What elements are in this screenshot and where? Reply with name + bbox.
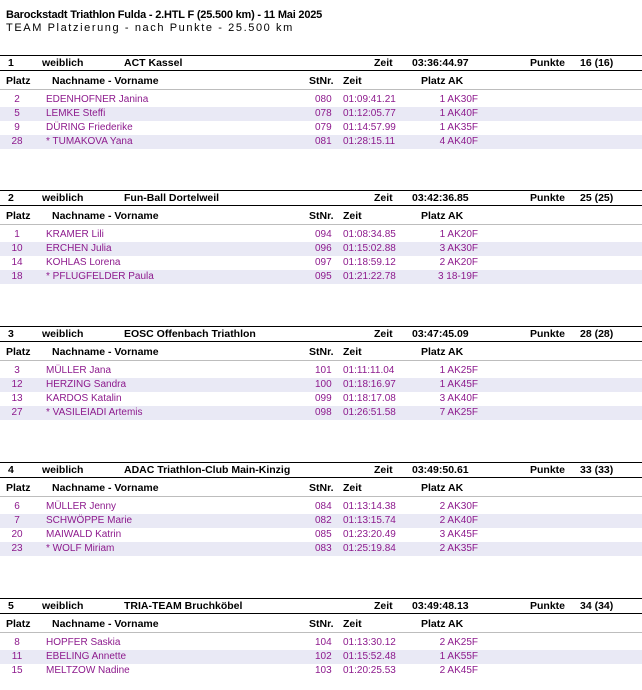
page-subtitle: TEAM Platzierung - nach Punkte - 25.500 km <box>6 22 294 34</box>
team-time: 03:49:48.13 <box>412 600 469 612</box>
team-gender: weiblich <box>42 464 84 476</box>
athlete-name: HERZING Sandra <box>46 379 127 390</box>
table-row <box>0 364 642 378</box>
athlete-name: HOPFER Saskia <box>46 637 121 648</box>
athlete-time: 01:18:59.12 <box>343 257 396 268</box>
team-time-label: Zeit <box>374 600 393 612</box>
team-rank: 4 <box>8 464 14 476</box>
col-zeit: Zeit <box>343 210 362 222</box>
athlete-stnr: 097 <box>315 257 332 268</box>
team-block <box>0 55 642 149</box>
table-row <box>0 121 642 135</box>
table-row <box>0 664 642 678</box>
athlete-ak: 2 AK35F <box>439 543 478 554</box>
athlete-time: 01:18:17.08 <box>343 393 396 404</box>
athlete-time: 01:13:15.74 <box>343 515 396 526</box>
team-time: 03:49:50.61 <box>412 464 469 476</box>
team-gender: weiblich <box>42 328 84 340</box>
athlete-ak: 1 AK55F <box>439 651 478 662</box>
athlete-name: * PFLUGFELDER Paula <box>46 271 154 282</box>
athlete-rank: 20 <box>11 529 23 540</box>
athlete-name: MÜLLER Jenny <box>46 501 117 512</box>
team-points: 25 (25) <box>580 192 614 204</box>
column-header <box>0 75 642 90</box>
athlete-time: 01:09:41.21 <box>343 94 396 105</box>
col-name: Nachname - Vorname <box>52 75 159 87</box>
team-header <box>0 326 642 342</box>
athlete-time: 01:15:02.88 <box>343 243 396 254</box>
col-platz: Platz <box>6 346 31 358</box>
athlete-time: 01:25:19.84 <box>343 543 396 554</box>
col-platz: Platz <box>6 210 31 222</box>
athlete-stnr: 095 <box>315 271 332 282</box>
athlete-stnr: 079 <box>315 122 332 133</box>
team-points-label: Punkte <box>530 57 566 69</box>
team-gender: weiblich <box>42 600 84 612</box>
team-block <box>0 462 642 556</box>
athlete-ak: 1 AK35F <box>439 122 478 133</box>
team-points: 33 (33) <box>580 464 614 476</box>
athlete-name: KARDOS Katalin <box>46 393 122 404</box>
col-name: Nachname - Vorname <box>52 210 159 222</box>
athlete-rank: 13 <box>11 393 23 404</box>
athlete-time: 01:13:30.12 <box>343 637 396 648</box>
athlete-time: 01:18:16.97 <box>343 379 396 390</box>
athlete-name: EBELING Annette <box>46 651 127 662</box>
athlete-stnr: 082 <box>315 515 332 526</box>
athlete-rank: 10 <box>11 243 23 254</box>
athlete-stnr: 096 <box>315 243 332 254</box>
team-header <box>0 190 642 206</box>
team-rank: 1 <box>8 57 14 69</box>
athlete-time: 01:15:52.48 <box>343 651 396 662</box>
athlete-stnr: 084 <box>315 501 332 512</box>
athlete-name: EDENHOFNER Janina <box>46 94 149 105</box>
athlete-ak: 2 AK40F <box>439 515 478 526</box>
team-time-label: Zeit <box>374 192 393 204</box>
table-row <box>0 406 642 420</box>
athlete-time: 01:28:15.11 <box>343 136 396 147</box>
athlete-name: LEMKE Steffi <box>46 108 106 119</box>
athlete-ak: 1 AK20F <box>439 229 478 240</box>
col-stnr: StNr. <box>309 210 334 222</box>
col-name: Nachname - Vorname <box>52 346 159 358</box>
team-name: Fun-Ball Dortelweil <box>124 192 220 204</box>
athlete-name: KRAMER Lili <box>46 229 104 240</box>
col-platz-ak: Platz AK <box>421 346 464 358</box>
team-time-label: Zeit <box>374 57 393 69</box>
athlete-stnr: 083 <box>315 543 332 554</box>
athlete-ak: 7 AK25F <box>439 407 478 418</box>
athlete-stnr: 081 <box>315 136 332 147</box>
athlete-name: * TUMAKOVA Yana <box>46 136 133 147</box>
athlete-name: ERCHEN Julia <box>46 243 112 254</box>
athlete-ak: 2 AK20F <box>439 257 478 268</box>
athlete-ak: 1 AK25F <box>439 365 478 376</box>
team-rank: 3 <box>8 328 14 340</box>
athlete-rank: 15 <box>11 665 23 676</box>
athlete-rank: 5 <box>14 108 20 119</box>
athlete-time: 01:21:22.78 <box>343 271 396 282</box>
team-points: 16 (16) <box>580 57 614 69</box>
col-platz-ak: Platz AK <box>421 482 464 494</box>
table-row <box>0 528 642 542</box>
table-row <box>0 135 642 149</box>
athlete-ak: 2 AK45F <box>439 665 478 676</box>
col-platz: Platz <box>6 618 31 630</box>
team-time-label: Zeit <box>374 464 393 476</box>
athlete-name: * WOLF Miriam <box>46 543 115 554</box>
team-name: TRIA-TEAM Bruchköbel <box>124 600 243 612</box>
col-name: Nachname - Vorname <box>52 482 159 494</box>
athlete-stnr: 080 <box>315 94 332 105</box>
athlete-rank: 1 <box>14 229 20 240</box>
athlete-stnr: 103 <box>315 665 332 676</box>
team-rank: 2 <box>8 192 14 204</box>
athlete-ak: 4 AK40F <box>439 136 478 147</box>
table-row <box>0 636 642 650</box>
team-time: 03:36:44.97 <box>412 57 469 69</box>
athlete-time: 01:20:25.53 <box>343 665 396 676</box>
team-gender: weiblich <box>42 57 84 69</box>
athlete-ak: 3 AK30F <box>439 243 478 254</box>
team-block <box>0 190 642 284</box>
athlete-stnr: 099 <box>315 393 332 404</box>
team-points-label: Punkte <box>530 192 566 204</box>
athlete-time: 01:26:51.58 <box>343 407 396 418</box>
table-row <box>0 242 642 256</box>
athlete-stnr: 094 <box>315 229 332 240</box>
team-name: EOSC Offenbach Triathlon <box>124 328 256 340</box>
col-zeit: Zeit <box>343 618 362 630</box>
table-row <box>0 514 642 528</box>
athlete-name: MAIWALD Katrin <box>46 529 122 540</box>
team-time: 03:42:36.85 <box>412 192 469 204</box>
team-points: 34 (34) <box>580 600 614 612</box>
col-stnr: StNr. <box>309 482 334 494</box>
athlete-time: 01:13:14.38 <box>343 501 396 512</box>
athlete-rank: 6 <box>14 501 20 512</box>
table-row <box>0 378 642 392</box>
table-row <box>0 392 642 406</box>
team-name: ACT Kassel <box>124 57 183 69</box>
col-stnr: StNr. <box>309 75 334 87</box>
athlete-rank: 8 <box>14 637 20 648</box>
athlete-name: KOHLAS Lorena <box>46 257 121 268</box>
athlete-time: 01:12:05.77 <box>343 108 396 119</box>
athlete-ak: 3 18-19F <box>437 271 478 282</box>
athlete-stnr: 102 <box>315 651 332 662</box>
athlete-rank: 14 <box>11 257 23 268</box>
athlete-stnr: 098 <box>315 407 332 418</box>
col-platz-ak: Platz AK <box>421 75 464 87</box>
table-row <box>0 500 642 514</box>
team-name: ADAC Triathlon-Club Main-Kinzig <box>124 464 291 476</box>
team-header <box>0 462 642 478</box>
athlete-ak: 2 AK25F <box>439 637 478 648</box>
col-stnr: StNr. <box>309 618 334 630</box>
team-points: 28 (28) <box>580 328 614 340</box>
team-points-label: Punkte <box>530 600 566 612</box>
athlete-rank: 9 <box>14 122 20 133</box>
athlete-time: 01:23:20.49 <box>343 529 396 540</box>
athlete-ak: 1 AK30F <box>439 94 478 105</box>
athlete-ak: 3 AK40F <box>439 393 478 404</box>
athlete-rank: 11 <box>11 651 23 662</box>
team-rank: 5 <box>8 600 14 612</box>
athlete-stnr: 100 <box>315 379 332 390</box>
team-block <box>0 598 642 678</box>
column-header <box>0 482 642 497</box>
col-platz-ak: Platz AK <box>421 618 464 630</box>
col-name: Nachname - Vorname <box>52 618 159 630</box>
table-row <box>0 256 642 270</box>
athlete-rank: 12 <box>11 379 23 390</box>
column-header <box>0 210 642 225</box>
athlete-stnr: 101 <box>315 365 332 376</box>
col-zeit: Zeit <box>343 75 362 87</box>
team-time-label: Zeit <box>374 328 393 340</box>
athlete-name: MELTZOW Nadine <box>46 665 130 676</box>
athlete-rank: 3 <box>14 365 20 376</box>
col-zeit: Zeit <box>343 482 362 494</box>
athlete-rank: 18 <box>11 271 23 282</box>
table-row <box>0 542 642 556</box>
athlete-name: MÜLLER Jana <box>46 365 112 376</box>
athlete-rank: 7 <box>14 515 20 526</box>
athlete-ak: 2 AK30F <box>439 501 478 512</box>
table-row <box>0 650 642 664</box>
team-time: 03:47:45.09 <box>412 328 469 340</box>
athlete-stnr: 078 <box>315 108 332 119</box>
col-platz: Platz <box>6 482 31 494</box>
athlete-rank: 23 <box>11 543 23 554</box>
athlete-ak: 3 AK45F <box>439 529 478 540</box>
athlete-time: 01:14:57.99 <box>343 122 396 133</box>
team-points-label: Punkte <box>530 328 566 340</box>
athlete-name: DÜRING Friederike <box>46 122 133 133</box>
col-stnr: StNr. <box>309 346 334 358</box>
column-header <box>0 618 642 633</box>
athlete-rank: 27 <box>11 407 23 418</box>
team-block <box>0 326 642 420</box>
team-header <box>0 55 642 71</box>
column-header <box>0 346 642 361</box>
table-row <box>0 107 642 121</box>
athlete-rank: 28 <box>11 136 23 147</box>
page-title: Barockstadt Triathlon Fulda - 2.HTL F (25.500 km) - 11 Mai 2025 <box>6 9 323 21</box>
athlete-stnr: 104 <box>315 637 332 648</box>
col-platz: Platz <box>6 75 31 87</box>
athlete-ak: 1 AK45F <box>439 379 478 390</box>
athlete-rank: 2 <box>14 94 20 105</box>
athlete-time: 01:11:11.04 <box>343 365 395 376</box>
athlete-name: SCHWÖPPE Marie <box>46 515 133 526</box>
col-zeit: Zeit <box>343 346 362 358</box>
col-platz-ak: Platz AK <box>421 210 464 222</box>
table-row <box>0 270 642 284</box>
table-row <box>0 93 642 107</box>
athlete-stnr: 085 <box>315 529 332 540</box>
team-header <box>0 598 642 614</box>
athlete-time: 01:08:34.85 <box>343 229 396 240</box>
table-row <box>0 228 642 242</box>
team-points-label: Punkte <box>530 464 566 476</box>
team-gender: weiblich <box>42 192 84 204</box>
athlete-name: * VASILEIADI Artemis <box>46 407 143 418</box>
athlete-ak: 1 AK40F <box>439 108 478 119</box>
